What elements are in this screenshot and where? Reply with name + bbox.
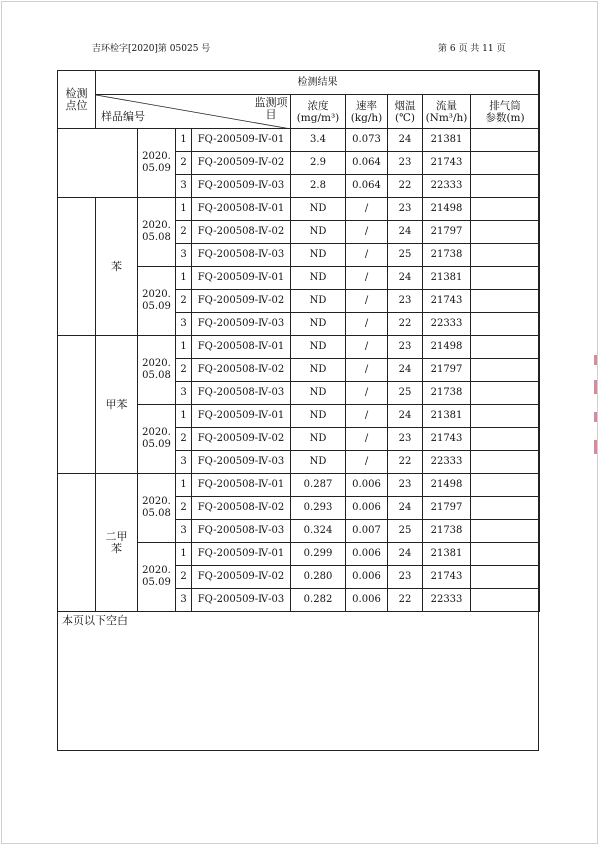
sample-id: FQ-200509-Ⅳ-01: [192, 543, 291, 566]
pollutant-name: 苯: [96, 198, 138, 336]
flue-temp-value: 22: [388, 175, 423, 198]
sample-id: FQ-200508-Ⅳ-02: [192, 359, 291, 382]
table-row: [58, 474, 540, 497]
emission-rate-value: /: [346, 221, 388, 244]
stack-param-value: [471, 589, 540, 612]
flue-temp-value: 24: [388, 497, 423, 520]
location-blank: [58, 474, 96, 612]
stack-param-value: [471, 175, 540, 198]
flow-value: 21381: [423, 129, 471, 152]
sample-id: FQ-200508-Ⅳ-01: [192, 336, 291, 359]
sampling-date: 2020. 05.08: [138, 474, 176, 543]
conc-header: 浓度 (mg/m³): [291, 95, 346, 129]
flow-value: 21498: [423, 474, 471, 497]
sequence-number: 1: [176, 267, 192, 290]
sequence-number: 3: [176, 313, 192, 336]
edge-stamp-mark: [594, 380, 597, 394]
stack-param-value: [471, 152, 540, 175]
sequence-number: 3: [176, 382, 192, 405]
concentration-value: ND: [291, 221, 346, 244]
results-table: [57, 70, 540, 612]
flow-value: 21738: [423, 244, 471, 267]
sampling-date: 2020. 05.09: [138, 267, 176, 336]
sequence-number: 1: [176, 198, 192, 221]
sample-id: FQ-200509-Ⅳ-03: [192, 313, 291, 336]
sequence-number: 3: [176, 244, 192, 267]
stack-param-value: [471, 543, 540, 566]
flue-temp-value: 24: [388, 543, 423, 566]
sequence-number: 2: [176, 152, 192, 175]
flue-temp-value: 23: [388, 198, 423, 221]
stack-header: 排气筒 参数(m): [471, 95, 540, 129]
concentration-value: ND: [291, 267, 346, 290]
diagonal-header-cell: [96, 95, 291, 129]
sample-header: 样品编号: [101, 110, 145, 123]
stack-param-value: [471, 336, 540, 359]
flow-value: 22333: [423, 589, 471, 612]
sequence-number: 1: [176, 336, 192, 359]
emission-rate-value: /: [346, 336, 388, 359]
sequence-number: 1: [176, 543, 192, 566]
concentration-value: 0.287: [291, 474, 346, 497]
sample-id: FQ-200508-Ⅳ-03: [192, 520, 291, 543]
concentration-value: 2.9: [291, 152, 346, 175]
stack-param-value: [471, 520, 540, 543]
sequence-number: 2: [176, 221, 192, 244]
stack-param-value: [471, 497, 540, 520]
sampling-date: 2020. 05.09: [138, 129, 176, 198]
flow-value: 21738: [423, 520, 471, 543]
emission-rate-value: /: [346, 359, 388, 382]
emission-rate-value: 0.006: [346, 474, 388, 497]
flow-value: 21797: [423, 359, 471, 382]
flow-value: 21743: [423, 152, 471, 175]
flow-value: 21738: [423, 382, 471, 405]
flow-value: 22333: [423, 313, 471, 336]
emission-rate-value: 0.006: [346, 589, 388, 612]
sample-id: FQ-200509-Ⅳ-01: [192, 405, 291, 428]
flow-value: 21743: [423, 428, 471, 451]
sample-id: FQ-200508-Ⅳ-02: [192, 497, 291, 520]
emission-rate-value: 0.007: [346, 520, 388, 543]
flow-header: 流量 (Nm³/h): [423, 95, 471, 129]
concentration-value: ND: [291, 359, 346, 382]
stack-param-value: [471, 451, 540, 474]
sample-id: FQ-200509-Ⅳ-03: [192, 589, 291, 612]
flue-temp-value: 23: [388, 336, 423, 359]
flue-temp-value: 23: [388, 152, 423, 175]
sequence-number: 2: [176, 428, 192, 451]
stack-param-value: [471, 221, 540, 244]
flue-temp-value: 23: [388, 566, 423, 589]
flow-value: 21797: [423, 221, 471, 244]
sequence-number: 1: [176, 405, 192, 428]
emission-rate-value: /: [346, 405, 388, 428]
emission-rate-value: 0.064: [346, 175, 388, 198]
temp-header: 烟温 (℃): [388, 95, 423, 129]
flow-value: 21381: [423, 543, 471, 566]
sample-id: FQ-200509-Ⅳ-02: [192, 290, 291, 313]
flow-value: 21381: [423, 267, 471, 290]
flow-value: 22333: [423, 175, 471, 198]
emission-rate-value: 0.006: [346, 566, 388, 589]
table-row: [58, 198, 540, 221]
emission-rate-value: 0.064: [346, 152, 388, 175]
emission-rate-value: 0.006: [346, 497, 388, 520]
sequence-number: 2: [176, 290, 192, 313]
sample-id: FQ-200509-Ⅳ-01: [192, 129, 291, 152]
sample-id: FQ-200509-Ⅳ-02: [192, 566, 291, 589]
sequence-number: 2: [176, 497, 192, 520]
results-header: 检测结果: [96, 71, 540, 95]
stack-param-value: [471, 382, 540, 405]
stack-param-value: [471, 428, 540, 451]
concentration-value: 3.4: [291, 129, 346, 152]
sample-id: FQ-200508-Ⅳ-03: [192, 382, 291, 405]
emission-rate-value: 0.073: [346, 129, 388, 152]
emission-rate-value: /: [346, 267, 388, 290]
emission-rate-value: /: [346, 244, 388, 267]
pollutant-name: [96, 129, 138, 198]
concentration-value: ND: [291, 336, 346, 359]
concentration-value: 0.299: [291, 543, 346, 566]
emission-rate-value: /: [346, 290, 388, 313]
concentration-value: 2.8: [291, 175, 346, 198]
location-header: 检测 点位: [58, 71, 96, 129]
sequence-number: 1: [176, 129, 192, 152]
flue-temp-value: 25: [388, 244, 423, 267]
sequence-number: 3: [176, 175, 192, 198]
flue-temp-value: 25: [388, 520, 423, 543]
concentration-value: ND: [291, 451, 346, 474]
flue-temp-value: 24: [388, 405, 423, 428]
stack-param-value: [471, 405, 540, 428]
page-number: 第 6 页 共 11 页: [438, 44, 506, 54]
concentration-value: ND: [291, 382, 346, 405]
document-number: 吉环检字[2020]第 05025 号: [92, 44, 211, 54]
edge-stamp-mark: [594, 440, 597, 454]
concentration-value: ND: [291, 290, 346, 313]
flow-value: 21498: [423, 336, 471, 359]
flue-temp-value: 23: [388, 428, 423, 451]
flow-value: 21743: [423, 566, 471, 589]
pollutant-name: 二甲 苯: [96, 474, 138, 612]
emission-rate-value: /: [346, 382, 388, 405]
table-row: [58, 336, 540, 359]
concentration-value: ND: [291, 198, 346, 221]
emission-rate-value: /: [346, 451, 388, 474]
sampling-date: 2020. 05.08: [138, 336, 176, 405]
concentration-value: ND: [291, 428, 346, 451]
stack-param-value: [471, 198, 540, 221]
sample-id: FQ-200509-Ⅳ-03: [192, 175, 291, 198]
rate-header: 速率 (kg/h): [346, 95, 388, 129]
stack-param-value: [471, 474, 540, 497]
stack-param-value: [471, 313, 540, 336]
stack-param-value: [471, 244, 540, 267]
concentration-value: ND: [291, 405, 346, 428]
flue-temp-value: 23: [388, 474, 423, 497]
sequence-number: 2: [176, 566, 192, 589]
sequence-number: 3: [176, 451, 192, 474]
sequence-number: 3: [176, 520, 192, 543]
flue-temp-value: 22: [388, 451, 423, 474]
emission-rate-value: /: [346, 313, 388, 336]
sequence-number: 3: [176, 589, 192, 612]
concentration-value: 0.324: [291, 520, 346, 543]
flue-temp-value: 24: [388, 129, 423, 152]
edge-stamp-mark: [594, 355, 597, 365]
flue-temp-value: 22: [388, 313, 423, 336]
flue-temp-value: 25: [388, 382, 423, 405]
sample-id: FQ-200508-Ⅳ-03: [192, 244, 291, 267]
stack-param-value: [471, 566, 540, 589]
emission-rate-value: /: [346, 198, 388, 221]
location-blank: [58, 336, 96, 474]
pollutant-name: 甲苯: [96, 336, 138, 474]
sampling-date: 2020. 05.08: [138, 198, 176, 267]
sample-id: FQ-200509-Ⅳ-02: [192, 152, 291, 175]
concentration-value: 0.280: [291, 566, 346, 589]
flue-temp-value: 24: [388, 267, 423, 290]
flow-value: 22333: [423, 451, 471, 474]
emission-rate-value: /: [346, 428, 388, 451]
sample-id: FQ-200509-Ⅳ-02: [192, 428, 291, 451]
flow-value: 21381: [423, 405, 471, 428]
emission-rate-value: 0.006: [346, 543, 388, 566]
flow-value: 21797: [423, 497, 471, 520]
location-blank: [58, 198, 96, 336]
concentration-value: ND: [291, 313, 346, 336]
stack-param-value: [471, 129, 540, 152]
flow-value: 21498: [423, 198, 471, 221]
blank-below-note: 本页以下空白: [62, 614, 128, 627]
flue-temp-value: 23: [388, 290, 423, 313]
sample-id: FQ-200509-Ⅳ-01: [192, 267, 291, 290]
flue-temp-value: 22: [388, 589, 423, 612]
sample-id: FQ-200508-Ⅳ-02: [192, 221, 291, 244]
sampling-date: 2020. 05.09: [138, 405, 176, 474]
stack-param-value: [471, 267, 540, 290]
stack-param-value: [471, 290, 540, 313]
flue-temp-value: 24: [388, 221, 423, 244]
sequence-number: 2: [176, 359, 192, 382]
item-header: 监测项目: [254, 96, 288, 121]
sample-id: FQ-200508-Ⅳ-01: [192, 474, 291, 497]
concentration-value: 0.282: [291, 589, 346, 612]
sampling-date: 2020. 05.09: [138, 543, 176, 612]
sequence-number: 1: [176, 474, 192, 497]
concentration-value: ND: [291, 244, 346, 267]
edge-stamp-mark: [594, 412, 597, 422]
flue-temp-value: 24: [388, 359, 423, 382]
location-blank: [58, 129, 96, 198]
stack-param-value: [471, 359, 540, 382]
table-row: [58, 129, 540, 152]
sample-id: FQ-200508-Ⅳ-01: [192, 198, 291, 221]
sample-id: FQ-200509-Ⅳ-03: [192, 451, 291, 474]
flow-value: 21743: [423, 290, 471, 313]
concentration-value: 0.293: [291, 497, 346, 520]
